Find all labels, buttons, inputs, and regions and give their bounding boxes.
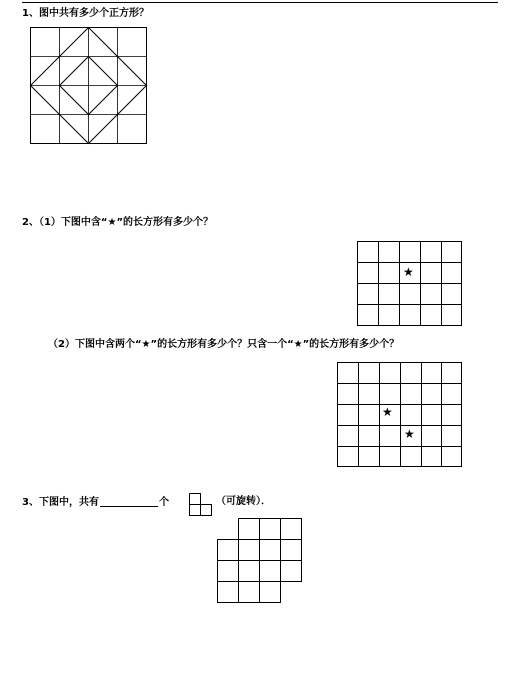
question-3-text [22, 496, 169, 509]
question-2-part-2-text: （2）下图中含两个“★”的长方形有多少个？只含一个“★”的长方形有多少个？ [48, 339, 400, 350]
question-1-figure [30, 27, 150, 145]
question-3-prefix: 3、下图中，共有 [22, 497, 99, 508]
star-mark: ★ [403, 265, 414, 279]
question-3-note: （可旋转）． [216, 496, 271, 507]
question-2-figure-1 [357, 241, 463, 327]
question-3-suffix: 个 [158, 497, 169, 508]
question-3-figure [217, 518, 303, 604]
l-tromino-shape [189, 493, 213, 517]
question-1-text: 1、图中共有多少个正方形？ [22, 8, 149, 19]
question-2-part-1-text: 2、（1）下图中含“★”的长方形有多少个？ [22, 217, 214, 228]
question-2-figure-2 [337, 362, 463, 468]
top-rule [22, 2, 498, 3]
star-mark: ★ [404, 427, 415, 441]
answer-blank [100, 496, 158, 507]
star-mark: ★ [382, 405, 393, 419]
